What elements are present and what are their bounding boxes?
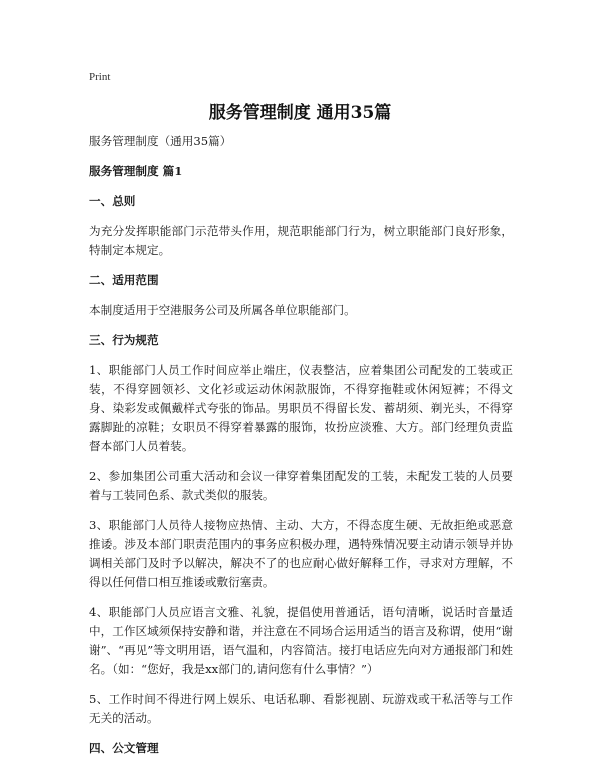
conduct-item: 1、职能部门人员工作时间应举止端庄，仪表整洁，应着集团公司配发的工装或正装，不得穿圆领衫、文化衫或运动休闲款服饰，不得穿拖鞋或休闲短裤；不得文身、染彩发或佩戴样式夸张的饰品。男职员不得留长发、蓄胡须、剃光头，不得穿露脚趾的凉鞋；女职员不得穿着暴露的服饰，妆扮应淡雅、大方。部门经理负责监督本部门人员着装。 [89,363,513,453]
conduct-item: 5、工作时间不得进行网上娱乐、电话私聊、看影视剧、玩游戏或干私活等与工作无关的活动。 [89,692,513,725]
section-heading-conduct: 三、行为规范 [89,333,159,347]
section-heading-scope: 二、适用范围 [89,273,159,287]
conduct-item: 2、参加集团公司重大活动和会议一律穿着集团配发的工装，未配发工装的人员要着与工装同色系、款式类似的服装。 [89,469,513,502]
section-heading-general: 一、总则 [89,194,136,208]
conduct-item: 4、职能部门人员应语言文雅、礼貌，提倡使用普通话，语句清晰，说话时音量适中，工作区域须保持安静和谐，并注意在不同场合运用适当的语言及称谓，使用“谢谢”、“再见”等文明用语，语气温和，内容简洁。接打电话应先向对方通报部门和姓名。（如：“您好，我是xx部门的,请问您有什么事情？”） [89,605,513,676]
page-title: 服务管理制度 通用35篇 [208,103,392,123]
document-subtitle: 服务管理制度（通用35篇） [89,134,232,148]
section-paragraph-general: 为充分发挥职能部门示范带头作用，规范职能部门行为，树立职能部门良好形象，特制定本规定。 [89,224,513,257]
conduct-item: 3、职能部门人员待人接物应热情、主动、大方，不得态度生硬、无故拒绝或恶意推诿。涉及本部门职责范围内的事务应积极办理，遇特殊情况要主动请示领导并协调相关部门及时予以解决，解决不了的也应耐心做好解释工作，寻求对方理解，不得以任何借口相互推诿或敷衍塞责。 [89,518,513,589]
section-heading-documents: 四、公文管理 [89,741,159,755]
document-body [89,132,513,769]
section-paragraph-scope: 本制度适用于空港服务公司及所属各单位职能部门。 [89,303,356,317]
part-heading: 服务管理制度 篇1 [89,164,183,178]
print-label[interactable]: Print [89,71,111,83]
